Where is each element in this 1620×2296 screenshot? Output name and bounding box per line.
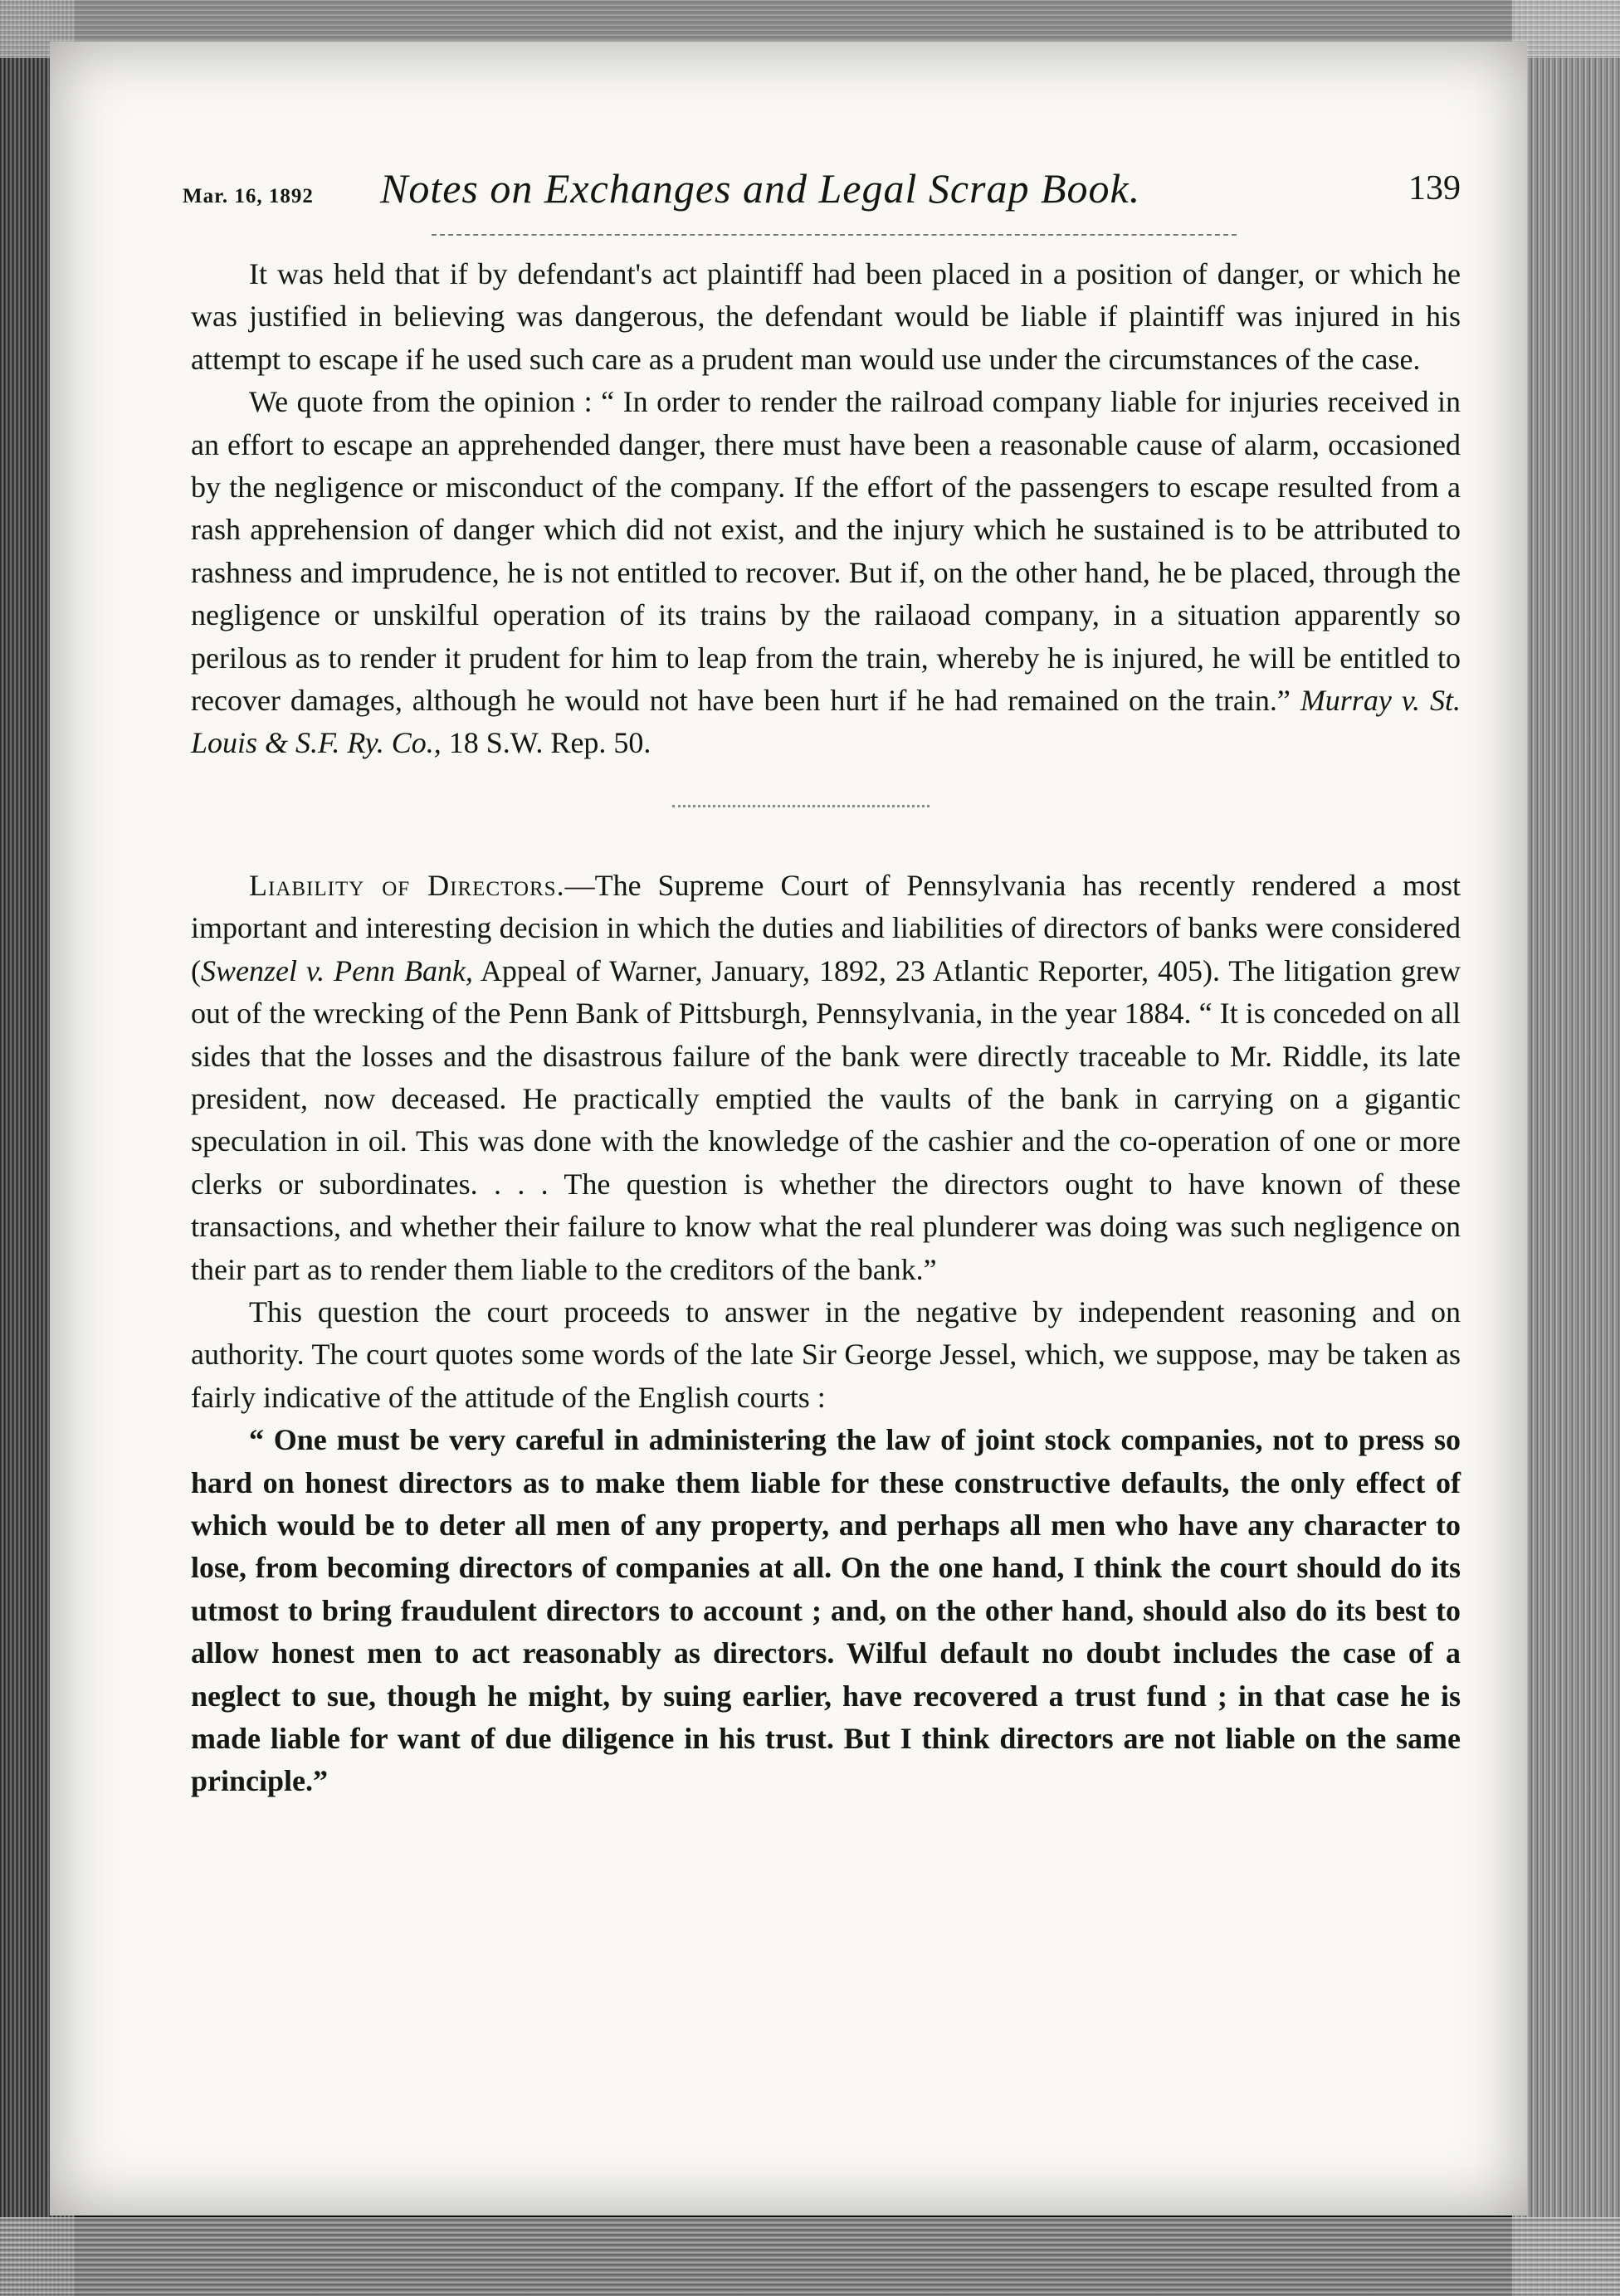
- section-heading: Liability of Directors.: [249, 868, 565, 902]
- paragraph-2-text: We quote from the opinion : “ In order to render the railroad company liable for injuries received in an effort to escape an apprehended danger, there must have been a reasonable cause of alarm, occasioned by the negligence or misconduct of the company. If the effort of the passengers to escape resulted from a rash apprehension of danger which did not exist, and the injury which he sustained is to be attributed to rashness and imprudence, he is not entitled to recover. But if, on the other hand, he be placed, through the negligence or unskilful operation of its trains by the railaoad company, in a situation apparently so perilous as to render it prudent for him to leap from the train, whereby he is injured, he will be entitled to recover damages, although he would not have been hurt if he had remained on the train.”: [191, 385, 1461, 718]
- page-number: 139: [1408, 169, 1461, 207]
- header-rule: [432, 234, 1237, 236]
- header-title: Notes on Exchanges and Legal Scrap Book.: [380, 165, 1141, 212]
- paragraph-3-text-b: Appeal of Warner, January, 1892, 23 Atlantic Reporter, 405). The litigation grew out of the wrecking of the Penn Bank of Pittsburgh, Pennsylvania, in the year 1884. “ It is conceded on all sides that the losses and the disastrous failure of the bank were directly traceable to Mr. Riddle, its late president, now deceased. He practically emptied the vaults of the bank in carrying on a gigantic speculation in oil. This was done with the knowledge of the cashier and the co-operation of one or more clerks or subordinates. . . . The question is whether the directors ought to have known of these transactions, and whether their failure to know what the real plunderer was doing was such negligence on their part as to render them liable to the creditors of the bank.”: [191, 953, 1461, 1286]
- article-body: [191, 253, 1461, 1803]
- paragraph-5-text: “ One must be very careful in administering the law of joint stock companies, not to press so hard on honest directors as to make them liable for these constructive defaults, the only effect of which would be to deter all men of any property, and perhaps all men who have any character to lose, from becoming directors of companies at all. On the one hand, I think the court should do its utmost to bring fraudulent directors to account ; and, on the other hand, should also do its best to allow honest men to act reasonably as directors. Wilful default no doubt includes the case of a neglect to sue, though he might, by suing earlier, have recovered a trust fund ; in that case he is made liable for want of due diligence in his trust. But I think directors are not liable on the same principle.”: [191, 1423, 1461, 1798]
- running-header: [183, 164, 1461, 222]
- citation-reporter: 18 S.W. Rep. 50.: [441, 726, 651, 760]
- citation-case-name: Murray v. St. Louis & S.F. Ry. Co.,: [191, 684, 1461, 760]
- paragraph-3-text-a: —The Supreme Court of Pennsylvania has recently rendered a most important and interesting decision in which the duties and liabilities of directors of banks were considered (: [191, 868, 1461, 987]
- paragraph-1: [191, 253, 1461, 381]
- section-divider: [191, 765, 1461, 865]
- case-name: Swenzel v. Penn Bank,: [201, 953, 473, 987]
- scan-edge-right: [1512, 0, 1620, 2296]
- paragraph-2: [191, 381, 1461, 765]
- paragraph-1-text: It was held that if by defendant's act plaintiff had been placed in a position of danger, or which he was justified in believing was dangerous, the defendant would be liable if plaintiff was injured in his attempt to escape if he used such care as a prudent man would use under the circumstances of the case.: [191, 257, 1461, 376]
- paragraph-5-quote: [191, 1419, 1461, 1803]
- scan-edge-bottom: [0, 2217, 1620, 2296]
- paragraph-4-text: This question the court proceeds to answer in the negative by independent reasoning and on authority. The court quotes some words of the late Sir George Jessel, which, we suppose, may be taken as fairly indicative of the attitude of the English courts :: [191, 1294, 1461, 1414]
- paragraph-3: [191, 865, 1461, 1291]
- paragraph-4: [191, 1291, 1461, 1419]
- header-date: Mar. 16, 1892: [183, 185, 314, 207]
